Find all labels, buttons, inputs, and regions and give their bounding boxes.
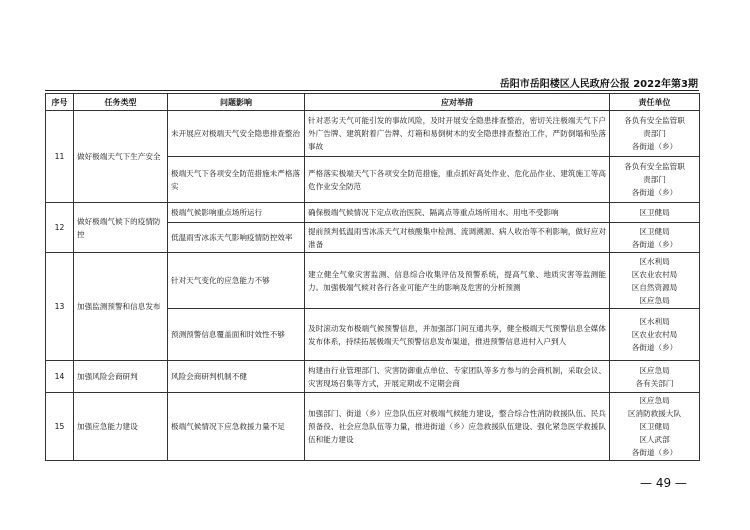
column-header-unit: 责任单位 — [610, 94, 700, 111]
unit-line: 区人武部 — [639, 435, 670, 444]
header-rule — [45, 90, 699, 91]
row-unit — [610, 111, 700, 157]
row-issue: 未开展应对极端天气安全隐患排查整治 — [168, 111, 305, 157]
unit-line: 各有关部门 — [635, 378, 674, 388]
row-task-type: 加强风险会商研判 — [74, 361, 168, 393]
row-unit — [610, 203, 700, 223]
row-measure: 构建由行业管理部门、灾害防御重点单位、专家团队等多方参与的会商机制，采取会议、灾害现场召集等方式，开展定期或不定期会商 — [305, 361, 610, 393]
unit-line: 区自然资源局 — [631, 282, 678, 292]
row-measure: 及时滚动发布极端气候预警信息，并加强部门间互通共享，健全极端天气预警信息全媒体发布体系，持续拓展极端天气预警信息发布渠道，推进预警信息进村入户到人 — [305, 309, 610, 361]
unit-line: 各街道（乡） — [631, 239, 678, 249]
row-unit — [610, 253, 700, 309]
row-measure: 建立健全气象灾害监测、信息综合收集评估及预警系统，提高气象、地质灾害等监测能力。加强极端气候对各行各业可能产生的影响及危害的分析预测 — [305, 253, 610, 309]
row-issue: 预测预警信息覆盖面和时效性不够 — [168, 309, 305, 361]
unit-line: 区卫健局 — [639, 422, 670, 431]
table-header-row — [46, 94, 700, 111]
row-task-type: 加强监测预警和信息发布 — [74, 253, 168, 361]
row-seq: 14 — [46, 361, 74, 393]
row-seq: 11 — [46, 111, 74, 203]
unit-line: 区应急局 — [639, 365, 670, 375]
unit-line: 区应急局 — [639, 295, 670, 305]
unit-line: 各街道（乡） — [631, 188, 678, 197]
unit-line: 各负有安全监管职 — [624, 162, 685, 171]
table-row — [46, 393, 700, 461]
row-issue: 极端天气下各项安全防范措施未严格落实 — [168, 157, 305, 203]
row-measure: 确保极端气候情况下定点收治医院、隔离点等重点场所用水、用电不受影响 — [305, 203, 610, 223]
unit-line: 区农业农村局 — [631, 330, 678, 339]
row-measure: 加强部门、街道（乡）应急队伍应对极端气候能力建设，整合综合性消防救援队伍、民兵预备役、社会应急队伍等力量，推进街道（乡）应急救援队伍建设、强化紧急医学救援队伍和能力建设 — [305, 393, 610, 461]
row-measure: 提前预判低温雨雪冰冻天气对核酸集中检测、流调溯源、病人收治等不利影响，做好应对准备 — [305, 223, 610, 253]
header-title: 岳阳市岳阳楼区人民政府公报 2022年第3期 — [499, 79, 698, 90]
row-task-type: 做好极端气候下的疫情防控 — [74, 203, 168, 253]
unit-line: 区卫健局 — [639, 226, 670, 236]
row-unit — [610, 361, 700, 393]
unit-line: 区应急局 — [639, 396, 670, 405]
unit-line: 各负有安全监管职 — [624, 116, 685, 125]
unit-line: 区水利局 — [639, 256, 670, 266]
row-unit — [610, 393, 700, 461]
task-table — [45, 93, 700, 461]
row-issue: 极端气候情况下应急救援力量不足 — [168, 393, 305, 461]
row-unit — [610, 309, 700, 361]
column-header-measure: 应对举措 — [305, 94, 610, 111]
unit-line: 区消防救援大队 — [627, 409, 682, 418]
row-unit — [610, 157, 700, 203]
page-number: — 49 — — [640, 476, 687, 490]
row-issue: 风险会商研判机制不健 — [168, 361, 305, 393]
row-seq: 15 — [46, 393, 74, 461]
unit-line: 区农业农村局 — [631, 269, 678, 279]
row-task-type: 加强应急能力建设 — [74, 393, 168, 461]
row-issue: 极端气候影响重点场所运行 — [168, 203, 305, 223]
unit-line: 区卫健局 — [639, 208, 670, 217]
table-row — [46, 361, 700, 393]
row-seq: 13 — [46, 253, 74, 361]
row-issue: 低温雨雪冰冻天气影响疫情防控效率 — [168, 223, 305, 253]
unit-line: 责部门 — [643, 175, 666, 184]
row-measure: 针对恶劣天气可能引发的事故风险，及时开展安全隐患排查整治，密切关注极端天气下户外广告牌、建筑附着广告牌、灯箱和易倒树木的安全隐患排查整治工作，严防倒塌和坠落事故 — [305, 111, 610, 157]
row-measure: 严格落实极端天气下各项安全防范措施，重点抓好高处作业、危化品作业、建筑施工等高危作业安全防范 — [305, 157, 610, 203]
row-task-type: 做好极端天气下生产安全 — [74, 111, 168, 203]
unit-line: 各街道（乡） — [631, 448, 678, 457]
column-header-type: 任务类型 — [74, 94, 168, 111]
row-issue: 针对天气变化的应急能力不够 — [168, 253, 305, 309]
unit-line: 责部门 — [643, 129, 666, 138]
unit-line: 各街道（乡） — [631, 142, 678, 151]
column-header-issue: 问题影响 — [168, 94, 305, 111]
column-header-seq: 序号 — [46, 94, 74, 111]
unit-line: 区水利局 — [639, 317, 670, 326]
table-row — [46, 111, 700, 157]
unit-line: 各街道（乡） — [631, 343, 678, 352]
table-row — [46, 253, 700, 309]
row-unit — [610, 223, 700, 253]
row-seq: 12 — [46, 203, 74, 253]
table-row — [46, 203, 700, 223]
